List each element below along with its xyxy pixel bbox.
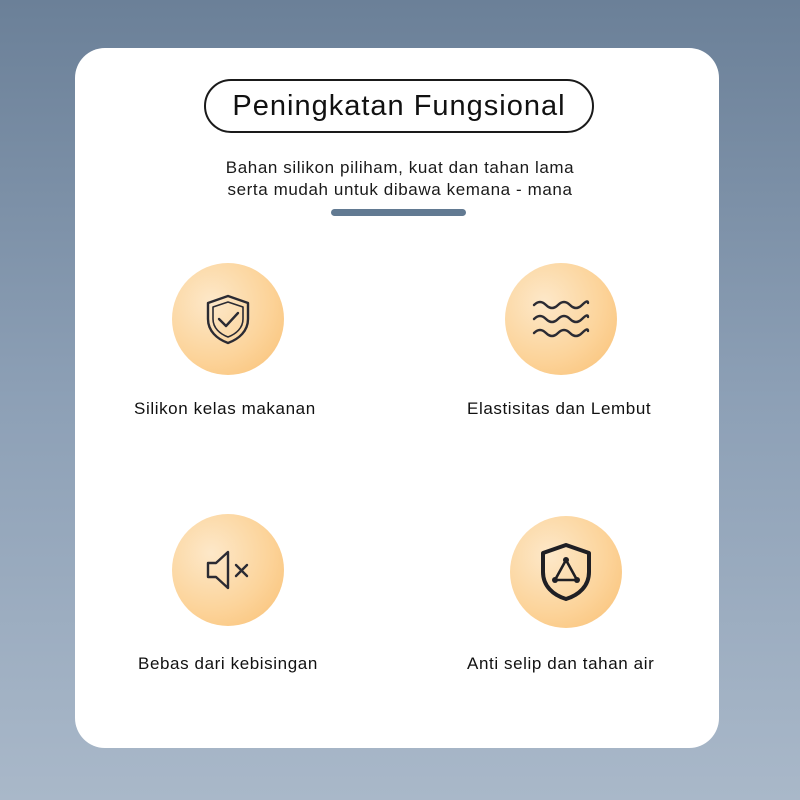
feature-icon-circle (510, 516, 622, 628)
feature-label: Silikon kelas makanan (134, 399, 316, 418)
speaker-mute-icon (203, 546, 253, 594)
feature-icon-circle (505, 263, 617, 375)
shield-check-icon (200, 291, 256, 347)
page-title (204, 79, 594, 133)
subtitle-line-2: serta mudah untuk dibawa kemana - mana (227, 180, 573, 199)
subtitle-line-1: Bahan silikon piliham, kuat dan tahan lama (225, 158, 575, 177)
feature-label: Bebas dari kebisingan (138, 654, 318, 673)
feature-icon-circle (172, 514, 284, 626)
feature-card (75, 48, 719, 748)
feature-label: Anti selip dan tahan air (467, 654, 655, 673)
waves-icon (531, 297, 591, 341)
feature-label: Elastisitas dan Lembut (467, 399, 652, 418)
accent-divider (331, 209, 466, 216)
page-title-text: Peningkatan Fungsional (232, 89, 566, 122)
feature-icon-circle (172, 263, 284, 375)
shield-triangle-icon (538, 542, 594, 602)
